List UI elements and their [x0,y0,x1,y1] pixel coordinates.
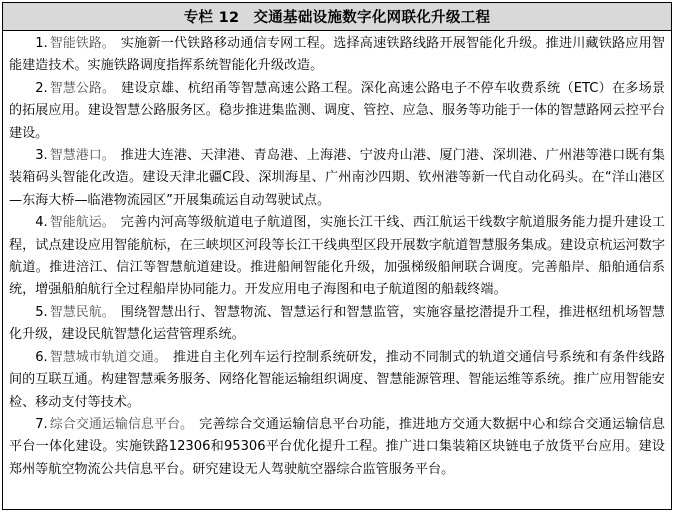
item-number: 7. [35,416,48,432]
item-keyword: 智能铁路。 [49,36,115,51]
item-keyword: 智慧城市轨道交通。 [49,349,167,365]
item-number: 3. [35,148,48,164]
box-content [3,31,671,481]
item-number: 6. [35,349,48,365]
list-item [9,33,665,78]
list-item [9,145,665,212]
item-text: 完善综合交通运输信息平台功能，推进地方交通大数据中心和综合交通运输信息平台一体化建设。实施铁路12306和95306平台优化提升工程。推广进口集装箱区块链电子放货平台应用。建设郑州等航空物流公共信息平台。研究建设无人驾驶航空器综合监管服务平台。 [9,416,666,477]
item-text: 推进自主化列车运行控制系统研发，推动不同制式的轨道交通信号系统和有条件线路间的互联互通。构建智慧乘务服务、网络化智能运输组织调度、智慧能源管理、智能运维等系统。推广应用智能安检、移动支付等技术。 [9,349,666,410]
title-text: 交通基础设施数字化网联化升级工程 [253,10,491,26]
column-box [2,2,672,510]
item-keyword: 智慧港口。 [49,148,115,164]
item-text: 实施新一代铁路移动通信专网工程。选择高速铁路线路开展智能化升级。推进川藏铁路应用智能建造技术。实施铁路调度指挥系统智能化升级改造。 [9,36,666,74]
item-number: 4. [35,215,48,231]
item-keyword: 智能航运。 [49,215,115,231]
item-keyword: 智慧公路。 [49,80,116,96]
item-text: 围绕智慧出行、智慧物流、智慧运行和智慧监管，实施容量挖潜提升工程，推进枢纽机场智慧化升级，建设民航智慧化运营管理系统。 [9,304,666,343]
list-item [9,414,665,481]
list-item [9,78,665,145]
item-text: 推进大连港、天津港、青岛港、上海港、宁波舟山港、厦门港、深圳港、广州港等港口既有集装箱码头智能化改造。建设天津北疆C段、深圳海星、广州南沙四期、钦州港等新一代自动化码头。在“洋山港区—东海大桥—临港物流园区”开展集疏运自动驾驶试点。 [9,148,666,208]
item-number: 1. [35,36,48,51]
item-keyword: 综合交通运输信息平台。 [49,416,194,432]
column-label: 专栏 12 [183,10,240,26]
list-item [9,302,665,347]
item-number: 5. [35,304,48,320]
list-item [9,212,665,302]
item-keyword: 智慧民航。 [49,304,115,320]
list-item [9,347,665,414]
item-text: 建设京雄、杭绍甬等智慧高速公路工程。深化高速公路电子不停车收费系统（ETC）在多场景的拓展应用。建设智慧公路服务区。稳步推进集监测、调度、管控、应急、服务等功能于一体的智慧路网云控平台建设。 [9,80,665,141]
item-number: 2. [35,80,48,96]
box-title [184,6,491,27]
item-text: 完善内河高等级航道电子航道图，实施长江干线、西江航运干线数字航道服务能力提升建设工程，试点建设应用智能航标，在三峡坝区河段等长江干线典型区段开展数字航道智慧服务集成。建设京杭运河数字航道。推进涪江、信江等智慧航道建设。推进船闸智能化升级，加强梯级船闸联合调度。完善船岸、船舶通信系统，增强船舶航行全过程船岸协同能力。开发应用电子海图和电子航道图的船载终端。 [9,215,666,298]
title-bar [3,3,671,31]
